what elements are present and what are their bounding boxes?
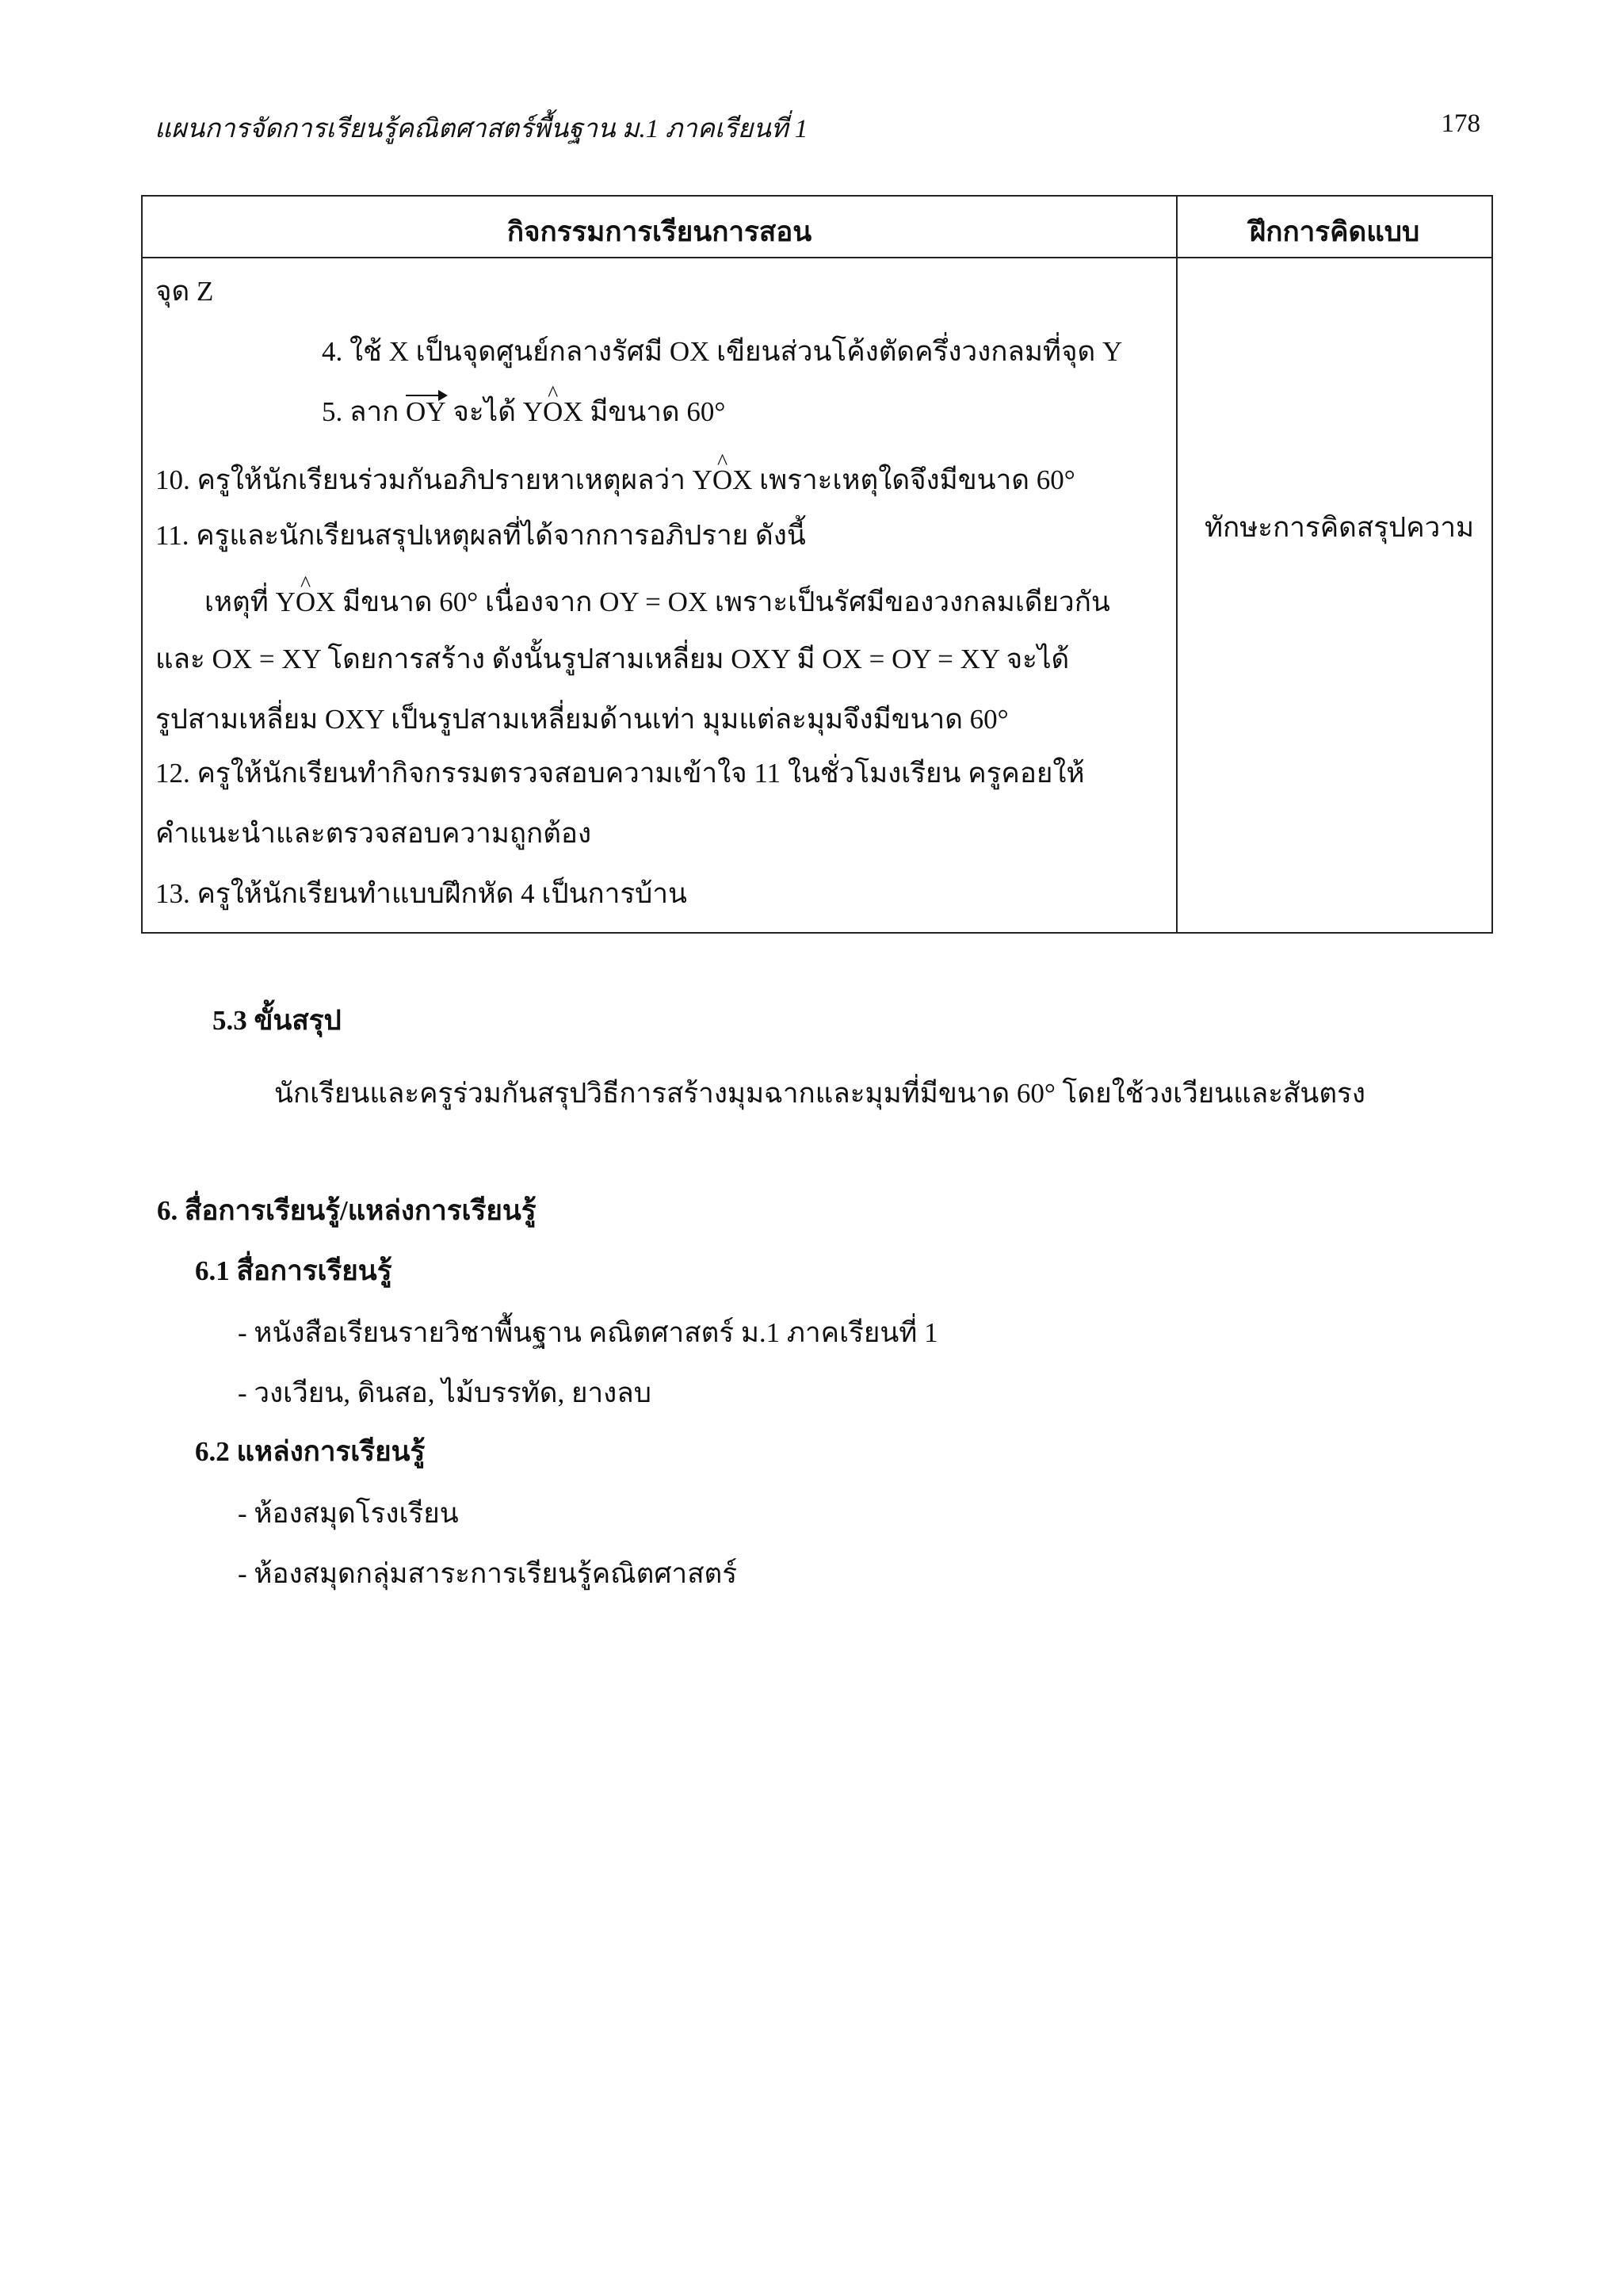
line-step-5 <box>322 398 725 426</box>
media-item: - วงเวียน, ดินสอ, ไม้บรรทัด, ยางลบ <box>238 1377 651 1408</box>
line-item-11: 11. ครูและนักเรียนสรุปเหตุผลที่ได้จากการอภิปราย ดังนี้ <box>155 520 806 551</box>
line-item-13: 13. ครูให้นักเรียนทำแบบฝึกหัด 4 เป็นการบ้าน <box>155 878 687 909</box>
page-number: 178 <box>1441 109 1480 138</box>
angle-vertex-o: ^ O <box>296 588 315 616</box>
line-reason-2: และ OX = XY โดยการสร้าง ดังนั้นรูปสามเหลี่ยม OXY มี OX = OY = XY จะได้ <box>155 644 1070 674</box>
step5-suffix: X มีขนาด 60° <box>563 396 726 427</box>
section-5-3-text: นักเรียนและครูร่วมกันสรุปวิธีการสร้างมุมฉากและมุมที่มีขนาด 60° โดยใช้วงเวียนและสันตรง <box>274 1078 1365 1109</box>
line-reason-3: รูปสามเหลี่ยม OXY เป็นรูปสามเหลี่ยมด้านเท่า มุมแต่ละมุมจึงมีขนาด 60° <box>155 704 1009 735</box>
line-reason-1 <box>204 588 1110 616</box>
line-step-4: 4. ใช้ X เป็นจุดศูนย์กลางรัศมี OX เขียนส่วนโค้งตัดครึ่งวงกลมที่จุด Y <box>322 336 1123 367</box>
skill-cell: ทักษะการคิดสรุปความ <box>1204 512 1475 543</box>
line-item-12b: คำแนะนำและตรวจสอบความถูกต้อง <box>155 818 592 849</box>
line-point-z: จุด Z <box>155 276 214 307</box>
lesson-activity-table <box>141 195 1493 934</box>
step5-prefix: 5. ลาก <box>322 396 399 427</box>
source-item: - ห้องสมุดกลุ่มสาระการเรียนรู้คณิตศาสตร์ <box>238 1558 738 1589</box>
item10-prefix: 10. ครูให้นักเรียนร่วมกันอภิปรายหาเหตุผลว่า Y <box>155 464 712 495</box>
vector-oy: OY <box>406 396 446 427</box>
angle-vertex-o: ^ O <box>712 466 732 494</box>
column-header-activity: กิจกรรมการเรียนการสอน <box>506 216 812 247</box>
angle-vertex-o: ^ O <box>543 398 563 426</box>
media-item: - หนังสือเรียนรายวิชาพื้นฐาน คณิตศาสตร์ ม.1 ภาคเรียนที่ 1 <box>238 1317 938 1348</box>
table-column-divider <box>1176 197 1178 932</box>
section-5-3-heading: 5.3 ขั้นสรุป <box>212 1005 342 1036</box>
reason1-prefix: เหตุที่ Y <box>204 586 296 617</box>
table-header-divider <box>143 257 1491 258</box>
section-6-heading: 6. สื่อการเรียนรู้/แหล่งการเรียนรู้ <box>157 1195 537 1226</box>
section-6-1-heading: 6.1 สื่อการเรียนรู้ <box>195 1255 392 1286</box>
item10-suffix: X เพราะเหตุใดจึงมีขนาด 60° <box>732 464 1075 495</box>
line-item-10 <box>155 466 1075 494</box>
section-6-2-heading: 6.2 แหล่งการเรียนรู้ <box>195 1436 426 1467</box>
column-header-skill: ฝึกการคิดแบบ <box>1249 216 1420 247</box>
line-item-12a: 12. ครูให้นักเรียนทำกิจกรรมตรวจสอบความเข้าใจ 11 ในชั่วโมงเรียน ครูคอยให้ <box>155 758 1085 789</box>
source-item: - ห้องสมุดโรงเรียน <box>238 1498 459 1529</box>
step5-mid: จะได้ Y <box>453 396 544 427</box>
page-header-title: แผนการจัดการเรียนรู้คณิตศาสตร์พื้นฐาน ม.1 ภาคเรียนที่ 1 <box>155 115 808 143</box>
reason1-suffix: X มีขนาด 60° เนื่องจาก OY = OX เพราะเป็นรัศมีของวงกลมเดียวกัน <box>315 586 1110 617</box>
